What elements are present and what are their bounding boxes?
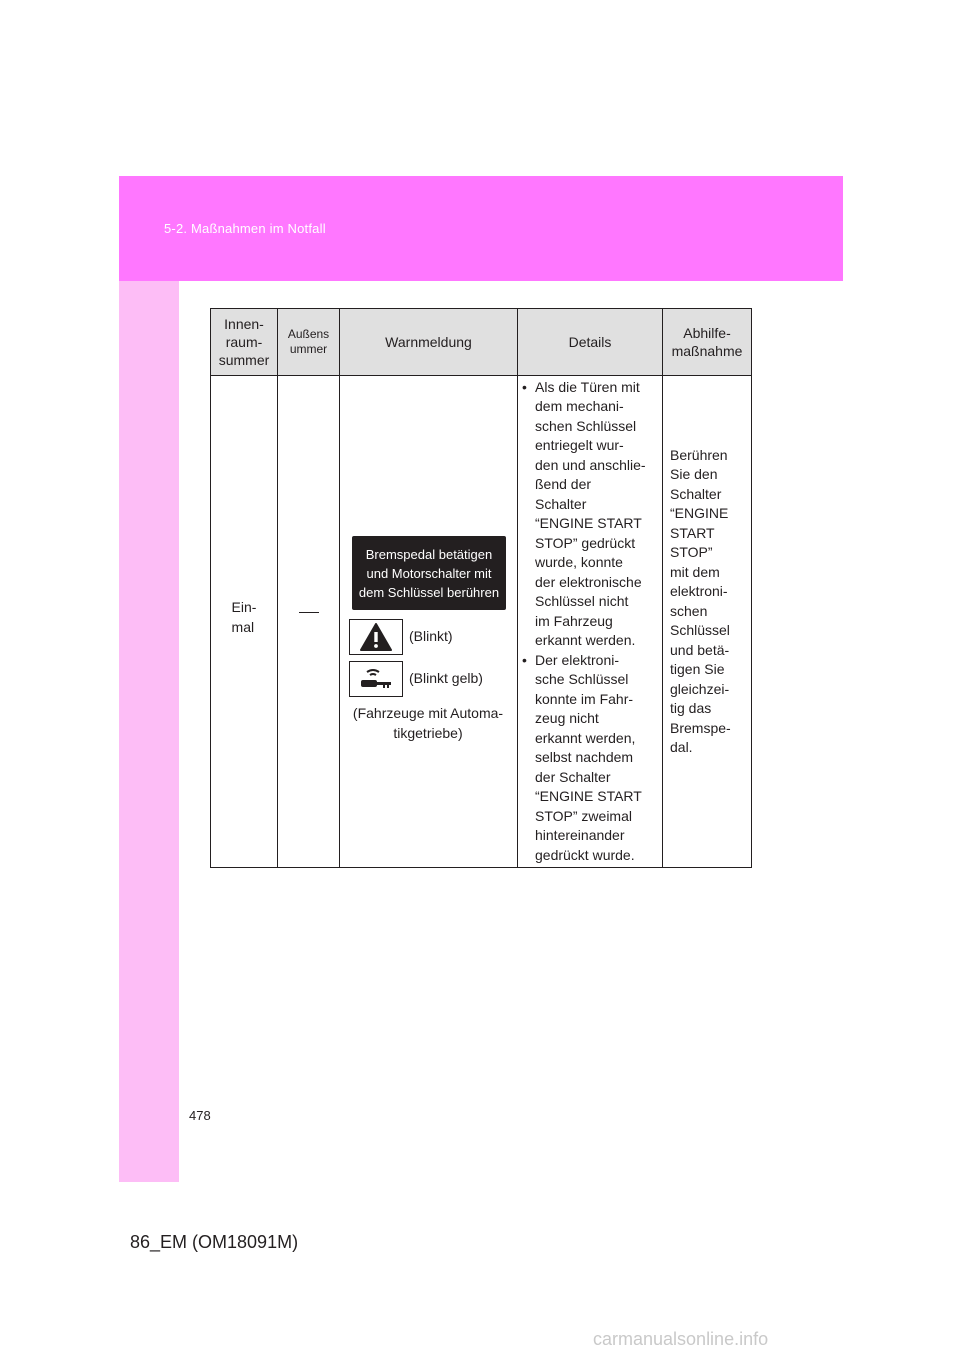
document-code: 86_EM (OM18091M) — [130, 1232, 299, 1252]
details-item-1: • Als die Türen mit dem mechani- schen Schlüssel entriegelt wur- den und anschlie- ßend der Schalter “ENGINE START STOP” gedrückt wurde, konnte der elektronische Schlüssel nicht im Fahrzeug erkannt werden. — [522, 378, 646, 649]
smart-key-icon — [349, 661, 403, 697]
cell-abhilfe — [663, 376, 752, 868]
warning-triangle-icon — [349, 619, 403, 655]
key-indicator-row — [349, 660, 507, 698]
cell-details — [518, 376, 663, 868]
header-details: Details — [518, 309, 663, 376]
details-item-2: • Der elektroni- sche Schlüssel konnte im Fahr- zeug nicht erkannt werden, selbst nachdem der Schalter “ENGINE START STOP” zweimal hintereinander gedrückt wurde. — [522, 651, 642, 863]
table-row — [211, 376, 752, 868]
blinkt-label: (Blinkt) — [409, 628, 453, 645]
blinkt-gelb-label: (Blinkt gelb) — [409, 670, 483, 687]
watermark: carmanualsonline.info — [593, 1329, 769, 1349]
page-number: 478 — [189, 1108, 211, 1123]
side-band — [119, 176, 179, 1182]
table-header-row — [211, 309, 752, 376]
dash — [299, 612, 319, 613]
header-warnmeldung: Warnmeldung — [340, 309, 518, 376]
multi-info-display-message: Bremspedal betätigen und Motorschalter mit dem Schlüssel berühren — [352, 536, 506, 610]
cell-warnmeldung — [340, 376, 518, 868]
remedy-text: Berühren Sie den Schalter “ENGINE START STOP” mit dem elektroni- schen Schlüssel und betä- tigen Sie gleichzei- tig das Bremspe- dal. — [670, 446, 731, 755]
warning-table — [210, 308, 752, 868]
warning-light-row — [349, 618, 507, 656]
cell-innenraumsummer: Ein- mal — [211, 376, 278, 868]
header-innenraumsummer: Innen- raum- summer — [211, 309, 278, 376]
vehicle-note: (Fahrzeuge mit Automa- tikgetriebe) — [352, 705, 504, 741]
cell-aussensummer — [278, 376, 340, 868]
header-aussensummer: Außens ummer — [278, 309, 340, 376]
section-title: 5-2. Maßnahmen im Notfall — [164, 221, 326, 236]
header-abhilfe: Abhilfe- maßnahme — [663, 309, 752, 376]
